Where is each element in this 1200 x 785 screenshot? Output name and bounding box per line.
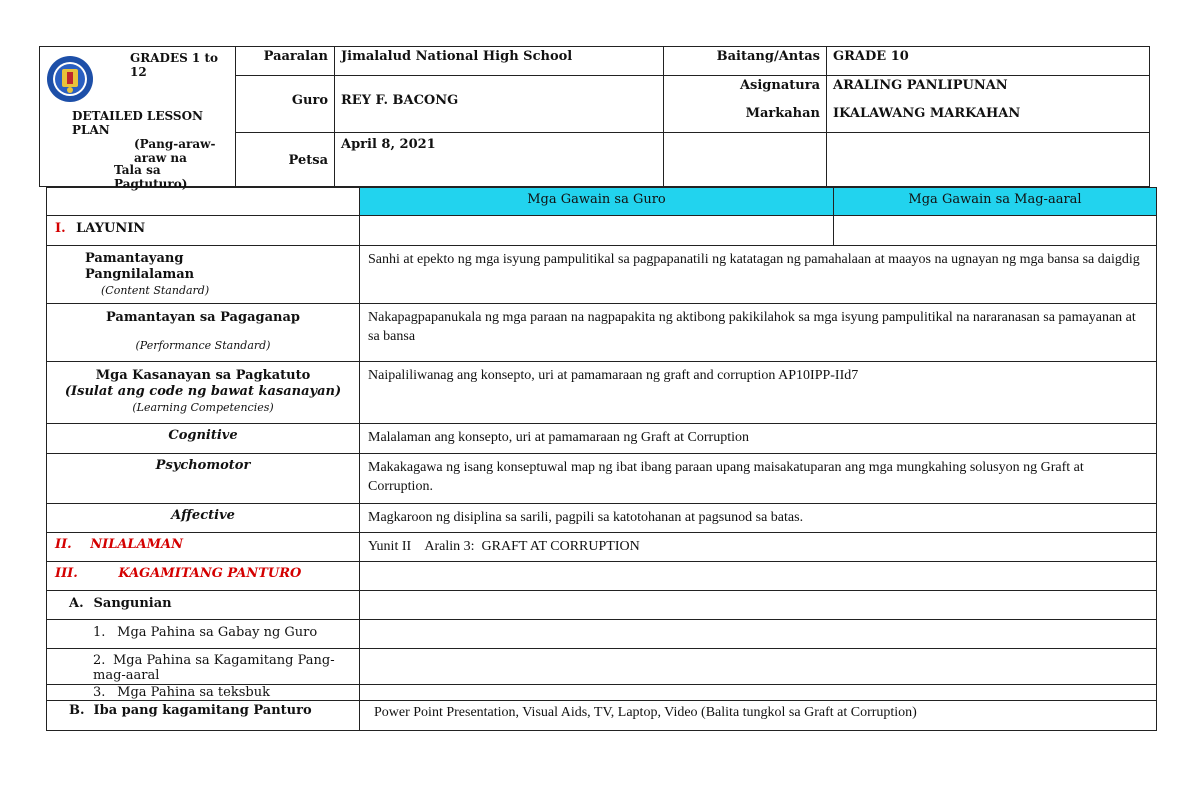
affective-label: Affective — [171, 508, 235, 523]
quarter-label: Markahan — [745, 105, 820, 121]
competency-sub: (Isulat ang code ng bawat kasanayan) — [64, 384, 342, 399]
cognitive-label: Cognitive — [168, 428, 238, 443]
layunin-num: I. — [55, 221, 66, 236]
plan-sub1: (Pang-araw-araw na — [134, 137, 216, 165]
deped-seal-logo — [46, 55, 94, 103]
iba-value: Power Point Presentation, Visual Aids, TV, Laptop, Video (Balita tungkol sa Graft at Corruption) — [374, 705, 917, 720]
psychomotor-value: Makakagawa ng isang konseptuwal map ng ibat ibang paraan upang maisakatuparan ang mga mungkahing solusyon ng Graft at Corruption. — [368, 460, 1084, 494]
content-std-en: (Content Standard) — [101, 284, 210, 297]
date-value: April 8, 2021 — [341, 136, 436, 152]
cognitive-value: Malalaman ang konsepto, uri at pamamaraan ng Graft at Corruption — [368, 430, 749, 445]
source-1-label: Mga Pahina sa Gabay ng Guro — [117, 625, 318, 640]
source-2-num: 2. — [93, 653, 106, 668]
affective-value: Magkaroon ng disiplina sa sarili, pagpili sa katotohanan at pagsunod sa batas. — [368, 510, 804, 525]
date-label: Petsa — [288, 152, 328, 168]
source-3-num: 3. — [93, 685, 106, 700]
source-2-label: Mga Pahina sa Kagamitang Pang-mag-aaral — [93, 653, 335, 683]
grade-label: Baitang/Antas — [716, 49, 820, 64]
content-std-value: Sanhi at epekto ng mga isyung pampulitikal sa pagpapanatili ng katatagan ng pamahalaan at maayos na ugnayan ng mga bansa sa daigdig — [368, 252, 1140, 267]
header-table — [39, 46, 1150, 191]
quarter-value: IKALAWANG MARKAHAN — [833, 105, 1021, 121]
perf-std-label: Pamantayan sa Pagaganap — [106, 310, 300, 325]
competency-label: Mga Kasanayan sa Pagkatuto — [95, 368, 311, 383]
nilalaman-heading: NILALAMAN — [90, 537, 184, 552]
subject-label: Asignatura — [739, 78, 820, 94]
sangunian-heading: Sangunian — [93, 596, 172, 611]
col-student-activities: Mga Gawain sa Mag-aaral — [908, 192, 1082, 207]
perf-std-value: Nakapagpapanukala ng mga paraan na nagpapakita ng aktibong pakikilahok sa mga isyung pampulitikal na nararanasan sa pamayanan at sa bansa — [368, 310, 1136, 344]
source-3-label: Mga Pahina sa teksbuk — [117, 685, 270, 700]
plan-title: DETAILED LESSON PLAN — [72, 109, 203, 137]
kagamitan-heading: KAGAMITANG PANTURO — [118, 566, 302, 581]
competency-en: (Learning Competencies) — [132, 401, 274, 414]
teacher-value: REY F. BACONG — [341, 93, 459, 109]
competency-value: Naipaliliwanag ang konsepto, uri at pamamaraan ng graft and corruption AP10IPP-IId7 — [368, 368, 859, 383]
psychomotor-label: Psychomotor — [155, 458, 251, 473]
iba-num: B. — [69, 703, 85, 718]
content-std-label-1: Pamantayang — [85, 251, 184, 266]
source-1-num: 1. — [93, 625, 106, 640]
content-std-label-2: Pangnilalaman — [85, 267, 195, 282]
grade-value: GRADE 10 — [833, 49, 909, 64]
header-title-cell — [40, 47, 236, 191]
nilalaman-value: Yunit II Aralin 3: GRAFT AT CORRUPTION — [368, 539, 640, 554]
grades-label: GRADES 1 to 12 — [130, 51, 219, 79]
plan-sub2: Tala sa Pagtuturo) — [114, 163, 188, 191]
teacher-label: Guro — [291, 93, 328, 109]
sangunian-num: A. — [69, 596, 84, 611]
school-value: Jimalalud National High School — [341, 49, 573, 64]
lesson-table — [46, 187, 1157, 731]
layunin-heading: LAYUNIN — [76, 221, 146, 236]
school-label: Paaralan — [263, 49, 328, 64]
subject-value: ARALING PANLIPUNAN — [833, 78, 1008, 94]
nilalaman-num: II. — [55, 537, 72, 552]
iba-heading: Iba pang kagamitang Panturo — [93, 703, 312, 718]
kagamitan-num: III. — [55, 566, 78, 581]
perf-std-en: (Performance Standard) — [135, 339, 271, 352]
col-teacher-activities: Mga Gawain sa Guro — [527, 192, 666, 207]
